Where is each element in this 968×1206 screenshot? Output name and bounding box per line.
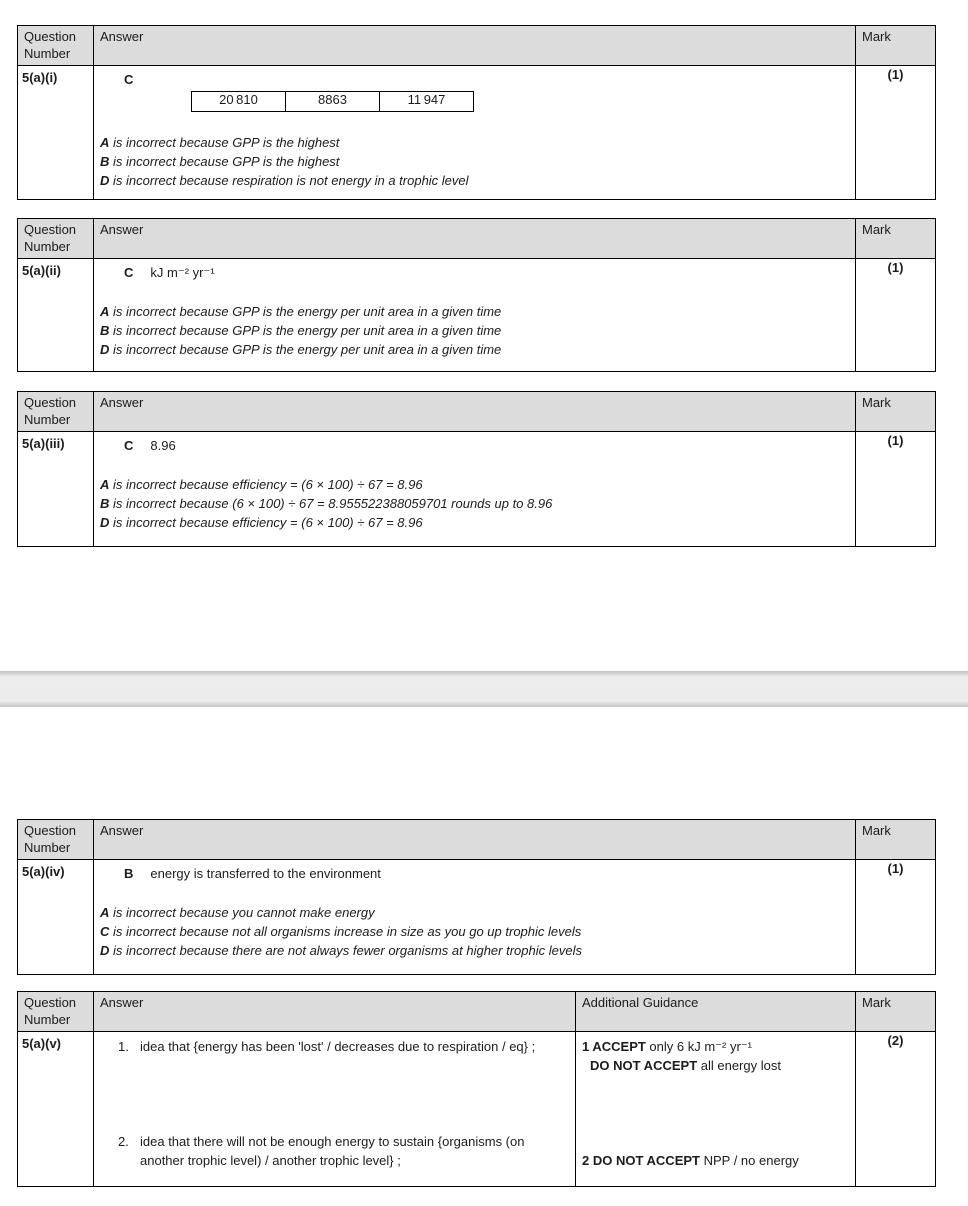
table-header-row [18,992,936,1032]
point-number: 2. [118,1134,129,1149]
explanation-line: B is incorrect because GPP is the energy per unit area in a given time [100,323,502,338]
header-answer: Answer [94,26,856,66]
explanation-line: D is incorrect because GPP is the energy per unit area in a given time [100,342,502,357]
answer-letter: C [124,438,134,453]
table-header-row [18,26,936,66]
question-number: 5(a)(v) [18,1032,94,1187]
answer-cell [94,432,856,547]
answer-line [124,70,847,89]
explanations [100,475,847,532]
question-number: 5(a)(i) [18,66,94,200]
explanation-line: B is incorrect because GPP is the highest [100,154,340,169]
explanation-line: D is incorrect because there are not always fewer organisms at higher trophic levels [100,943,582,958]
mark-cell: (2) [856,1032,936,1187]
marking-point [118,1037,575,1056]
question-number: 5(a)(iv) [18,860,94,975]
question-table-5aiii [17,391,936,547]
values-row [192,92,474,112]
header-question-number: Question Number [18,219,94,259]
additional-guidance-cell [576,1032,856,1187]
answer-letter: C [124,72,134,87]
mark-cell: (1) [856,259,936,372]
explanation-line: D is incorrect because efficiency = (6 × 100) ÷ 67 = 8.96 [100,515,423,530]
mark-cell: (1) [856,860,936,975]
answer-cell [94,1032,576,1187]
question-number: 5(a)(ii) [18,259,94,372]
explanation-line: B is incorrect because (6 × 100) ÷ 67 = 8.955522388059701 rounds up to 8.96 [100,496,553,511]
marking-point [118,1132,575,1170]
header-mark: Mark [856,992,936,1032]
header-question-number: Question Number [18,992,94,1032]
question-table-5ai [17,25,936,200]
point-text: idea that {energy has been 'lost' / decreases due to respiration / eq} ; [140,1039,536,1054]
answer-cell [94,66,856,200]
question-table-5aiv [17,819,936,975]
header-answer: Answer [94,392,856,432]
header-mark: Mark [856,820,936,860]
table-row [18,1032,936,1187]
table-row [18,432,936,547]
table-row [18,860,936,975]
answer-cell [94,860,856,975]
table-row [18,259,936,372]
explanation-line: A is incorrect because GPP is the highest [100,135,340,150]
explanation-line: A is incorrect because efficiency = (6 × 100) ÷ 67 = 8.96 [100,477,423,492]
question-table-5av [17,991,936,1187]
value-cell: 11 947 [380,92,474,112]
header-question-number: Question Number [18,26,94,66]
answer-text: kJ m⁻² yr⁻¹ [150,265,215,280]
answer-letter: C [124,265,134,280]
explanation-line: A is incorrect because you cannot make energy [100,905,375,920]
guidance-line: 1 ACCEPT only 6 kJ m⁻² yr⁻¹ [582,1039,752,1054]
question-number: 5(a)(iii) [18,432,94,547]
page-separator [0,671,968,707]
values-table [191,91,474,112]
answer-letter: B [124,866,134,881]
table-row [18,66,936,200]
explanations [100,133,847,190]
mark-cell: (1) [856,66,936,200]
explanations [100,903,847,960]
answer-line [124,263,847,282]
guidance-line: 2 DO NOT ACCEPT NPP / no energy [582,1153,799,1168]
explanation-line: C is incorrect because not all organisms increase in size as you go up trophic levels [100,924,582,939]
table-header-row [18,820,936,860]
header-answer: Answer [94,820,856,860]
explanation-line: D is incorrect because respiration is not energy in a trophic level [100,173,469,188]
header-mark: Mark [856,392,936,432]
question-table-5aii [17,218,936,372]
header-answer: Answer [94,992,576,1032]
answer-cell [94,259,856,372]
point-text: idea that there will not be enough energy to sustain {organisms (on another trophic level) / another trophic level} ; [140,1134,525,1168]
header-question-number: Question Number [18,392,94,432]
mark-cell: (1) [856,432,936,547]
header-mark: Mark [856,26,936,66]
answer-line [124,864,847,883]
header-mark: Mark [856,219,936,259]
point-number: 1. [118,1039,129,1054]
guidance-line: DO NOT ACCEPT all energy lost [590,1058,781,1073]
answer-line [124,436,847,455]
header-question-number: Question Number [18,820,94,860]
header-answer: Answer [94,219,856,259]
table-header-row [18,219,936,259]
answer-text: energy is transferred to the environment [150,866,381,881]
value-cell: 8863 [286,92,380,112]
explanations [100,302,847,359]
answer-text: 8.96 [150,438,176,453]
value-cell: 20 810 [192,92,286,112]
table-header-row [18,392,936,432]
explanation-line: A is incorrect because GPP is the energy per unit area in a given time [100,304,502,319]
header-additional-guidance: Additional Guidance [576,992,856,1032]
